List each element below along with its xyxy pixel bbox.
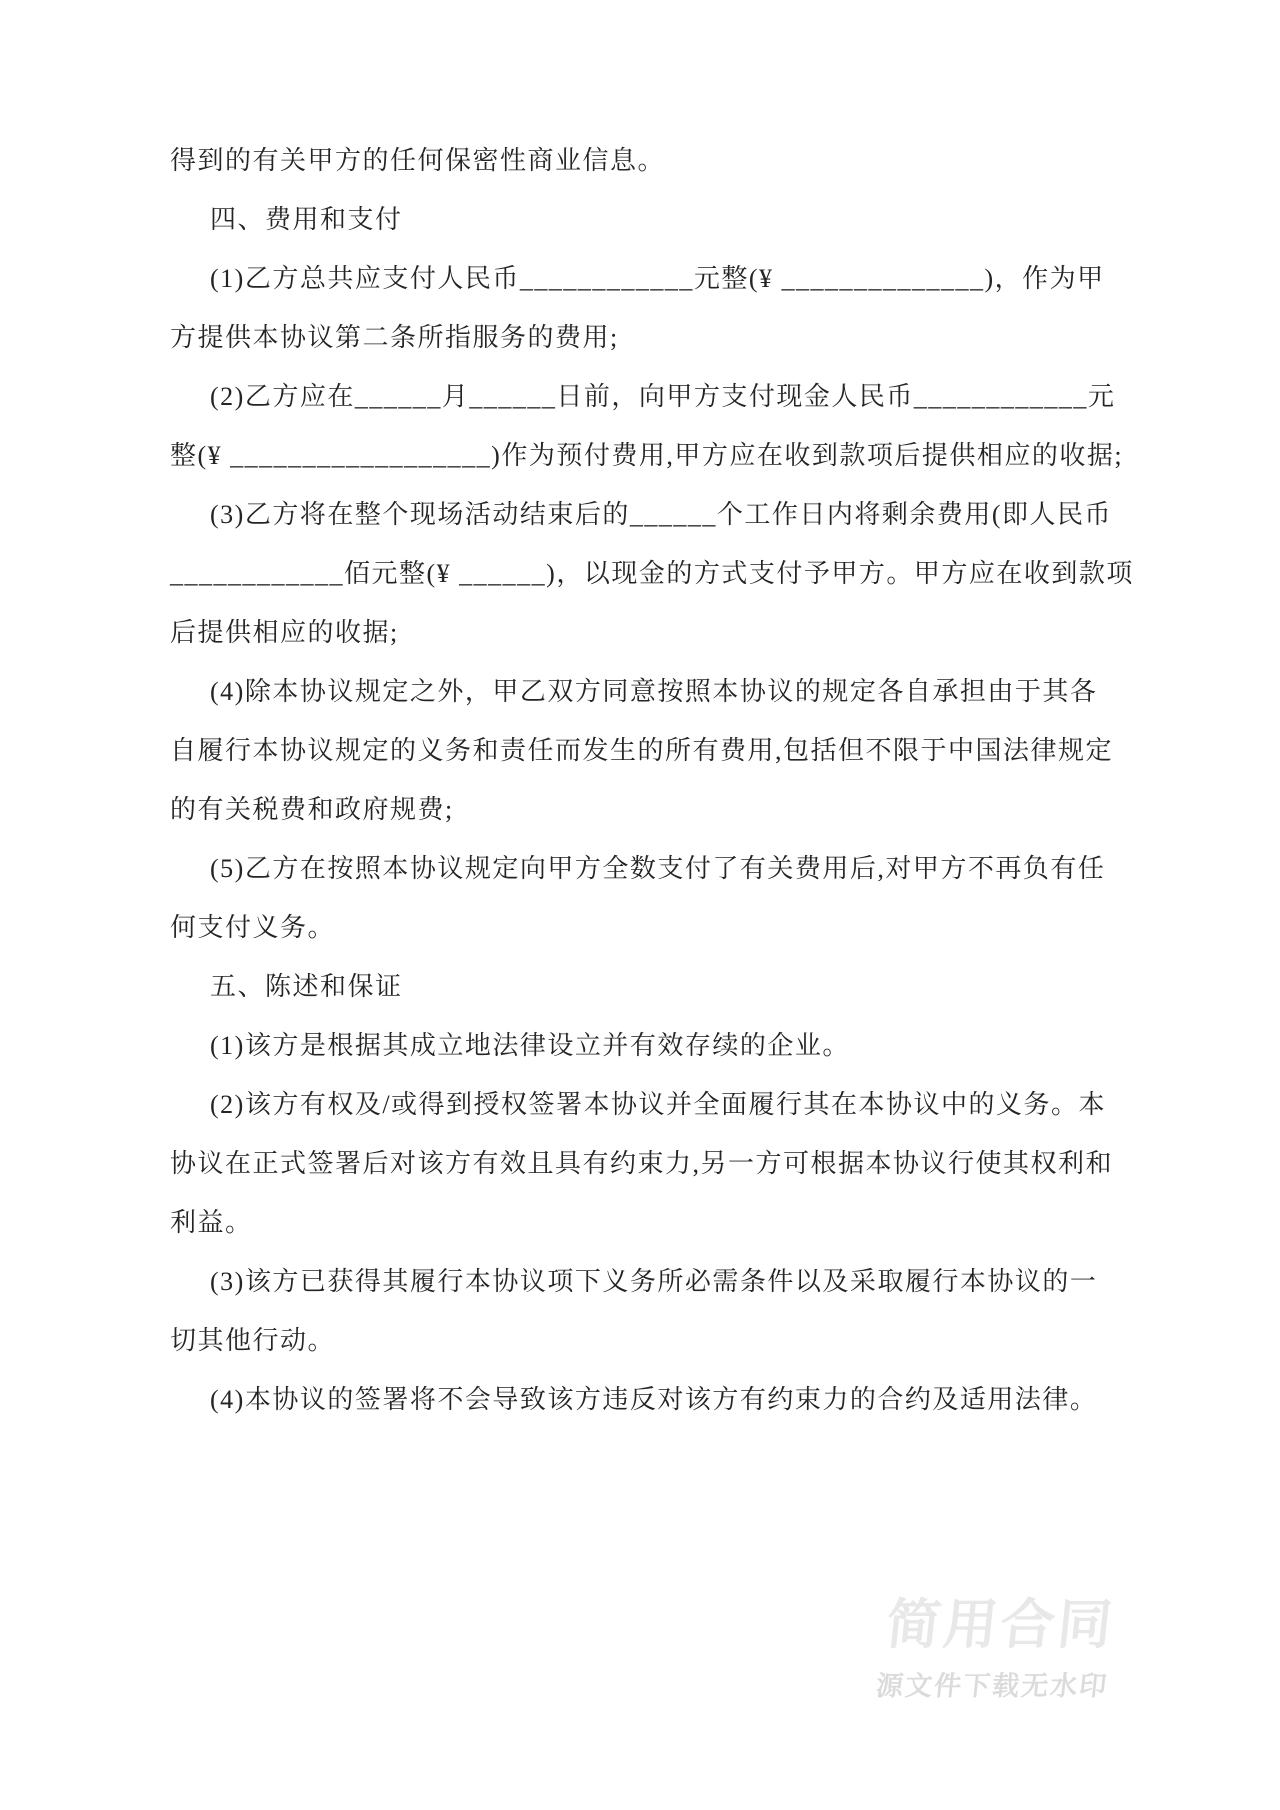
text-line: 自履行本协议规定的义务和责任而发生的所有费用,包括但不限于中国法律规定	[170, 736, 1114, 765]
contract-text-body	[170, 131, 1134, 1429]
text-line: 切其他行动。	[170, 1326, 336, 1355]
text-line: (3)乙方将在整个现场活动结束后的______个工作日内将剩余费用(即人民币	[210, 500, 1112, 529]
text-line: (1)该方是根据其成立地法律设立并有效存续的企业。	[210, 1031, 850, 1060]
text-line: (2)乙方应在______月______日前，向甲方支付现金人民币____________元	[210, 382, 1116, 411]
text-line: 四、费用和支付	[210, 205, 403, 234]
text-line: (5)乙方在按照本协议规定向甲方全数支付了有关费用后,对甲方不再负有任	[210, 854, 1106, 883]
text-line: 何支付义务。	[170, 913, 336, 942]
text-line: 后提供相应的收据;	[170, 618, 399, 647]
text-line: 五、陈述和保证	[210, 972, 403, 1001]
text-line: 的有关税费和政府规费;	[170, 795, 454, 824]
text-line: (4)除本协议规定之外，甲乙双方同意按照本协议的规定各自承担由于其各	[210, 677, 1098, 706]
text-line: ____________佰元整(¥ ______)，以现金的方式支付予甲方。甲方应在收到款项	[170, 559, 1134, 588]
watermark	[874, 1597, 1117, 1703]
text-line: 利益。	[170, 1208, 253, 1237]
watermark-logo-text: 简用合同	[883, 1595, 1118, 1655]
text-line: 方提供本协议第二条所指服务的费用;	[170, 323, 619, 352]
text-line: 协议在正式签署后对该方有效且具有约束力,另一方可根据本协议行使其权利和	[170, 1149, 1114, 1178]
text-line: 整(¥ __________________)作为预付费用,甲方应在收到款项后提供相应的收据;	[170, 441, 1124, 470]
watermark-subtitle: 源文件下载无水印	[874, 1670, 1110, 1701]
text-line: (4)本协议的签署将不会导致该方违反对该方有约束力的合约及适用法律。	[210, 1385, 1098, 1414]
text-line: 得到的有关甲方的任何保密性商业信息。	[170, 146, 666, 175]
text-line: (3)该方已获得其履行本协议项下义务所必需条件以及采取履行本协议的一	[210, 1267, 1098, 1296]
text-line: (2)该方有权及/或得到授权签署本协议并全面履行其在本协议中的义务。本	[210, 1090, 1107, 1119]
text-line: (1)乙方总共应支付人民币____________元整(¥ ______________)，作为甲	[210, 264, 1105, 293]
